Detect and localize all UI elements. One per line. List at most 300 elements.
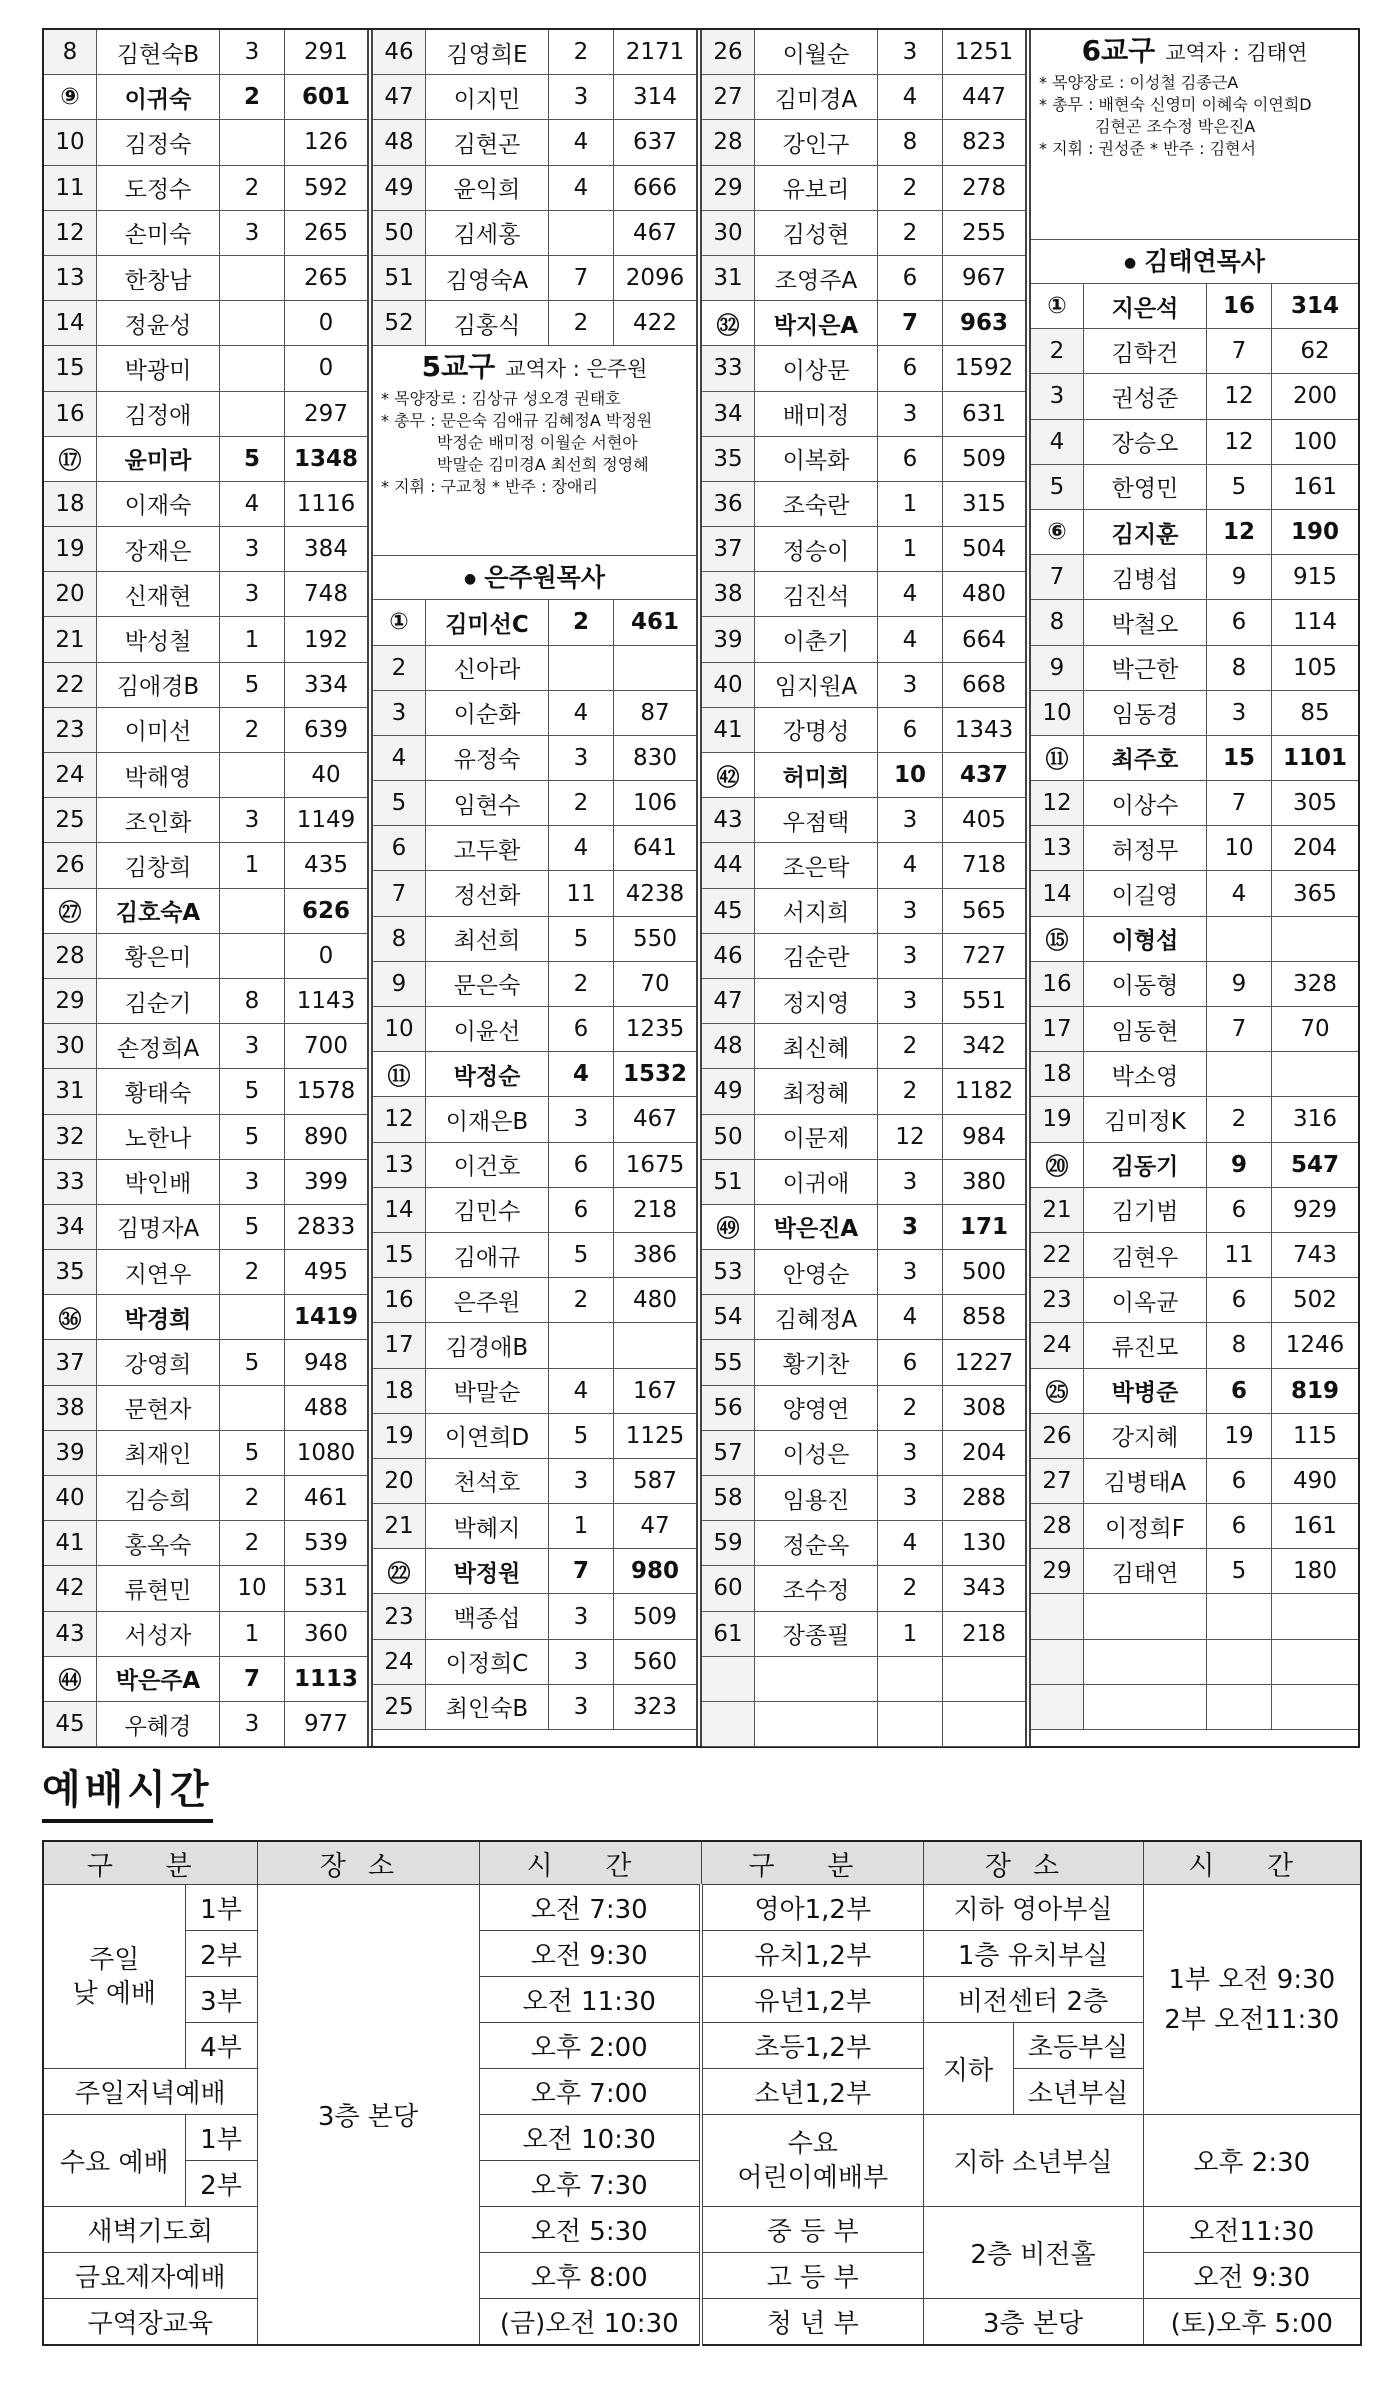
member-name <box>1084 1278 1207 1323</box>
member-score-text: 531 <box>304 1575 348 1602</box>
table-row <box>43 1885 1361 1931</box>
department-place: 비전센터 2층 <box>923 1977 1143 2023</box>
member-name-text: 황은미 <box>124 945 192 972</box>
member-name-text: 박정원 <box>453 1560 521 1587</box>
member-score <box>943 662 1026 707</box>
member-number <box>373 1278 426 1323</box>
member-score <box>285 978 368 1023</box>
member-row <box>373 735 696 780</box>
member-name <box>755 391 878 436</box>
member-row <box>44 1701 367 1746</box>
member-number <box>702 1385 755 1430</box>
member-score <box>1272 509 1359 554</box>
member-number <box>702 978 755 1023</box>
member-count <box>1207 600 1272 645</box>
member-row <box>1031 1052 1358 1097</box>
member-row <box>373 826 696 871</box>
member-count <box>878 978 943 1023</box>
member-score-text: 967 <box>962 265 1006 292</box>
member-count <box>1207 1097 1272 1142</box>
member-count-text: 2 <box>243 84 260 111</box>
member-number-text: 30 <box>55 1033 85 1060</box>
member-name-text: 박해영 <box>124 764 192 791</box>
member-number <box>373 1187 426 1232</box>
member-row <box>702 707 1025 752</box>
member-number <box>44 30 97 75</box>
member-name <box>755 481 878 526</box>
member-name <box>97 662 220 707</box>
member-score <box>614 645 697 690</box>
member-name <box>755 1701 878 1746</box>
member-row <box>702 1069 1025 1114</box>
member-count <box>549 871 614 916</box>
member-count-text: 3 <box>573 1648 589 1675</box>
member-name-text: 정윤성 <box>124 312 192 339</box>
member-score <box>285 1159 368 1204</box>
member-name-text: 조수정 <box>782 1577 850 1604</box>
member-score <box>285 1204 368 1249</box>
member-number <box>702 1521 755 1566</box>
member-row <box>44 1159 367 1204</box>
member-count <box>1207 555 1272 600</box>
member-name-text: 김동기 <box>1111 1154 1179 1181</box>
member-number <box>373 120 426 165</box>
member-number-text: 2 <box>391 654 407 681</box>
member-number-text: 33 <box>713 355 743 382</box>
member-count-text: 6 <box>573 1016 589 1043</box>
member-count <box>220 933 285 978</box>
member-score <box>614 781 697 826</box>
member-score-text: 727 <box>962 942 1006 969</box>
department-label: 소년1,2부 <box>701 2069 923 2115</box>
member-count <box>220 1430 285 1475</box>
member-number-text: 21 <box>384 1513 414 1540</box>
member-score-text: 0 <box>318 942 334 969</box>
member-number-text: 42 <box>55 1575 85 1602</box>
member-count-text: 6 <box>1230 1377 1247 1404</box>
member-number-text: 29 <box>1042 1558 1072 1585</box>
member-name <box>426 1549 549 1594</box>
member-row <box>44 75 367 120</box>
member-row <box>1031 555 1358 600</box>
member-name <box>97 1385 220 1430</box>
member-count <box>220 1656 285 1701</box>
member-score-text: 342 <box>962 1033 1006 1060</box>
member-count <box>549 1504 614 1549</box>
member-row <box>702 527 1025 572</box>
member-score <box>614 301 697 346</box>
member-number <box>373 1413 426 1458</box>
member-number <box>702 255 755 300</box>
member-name-text: 김현숙B <box>116 41 200 68</box>
member-name <box>755 436 878 481</box>
member-number <box>44 978 97 1023</box>
member-score <box>614 1549 697 1594</box>
member-count-text: 9 <box>1231 970 1247 997</box>
member-roster <box>42 28 1360 1748</box>
service-time: (금)오전 10:30 <box>479 2299 701 2346</box>
member-count <box>549 1594 614 1639</box>
department-place: 지하 영아부실 <box>923 1885 1143 1931</box>
member-row <box>1031 374 1358 419</box>
member-count-text: 4 <box>902 626 918 653</box>
member-count-text: 2 <box>902 1033 918 1060</box>
member-name <box>97 1159 220 1204</box>
member-name-text: 장승오 <box>1111 431 1179 458</box>
member-score <box>943 617 1026 662</box>
district-6-line: * 지휘 : 권성준 * 반주 : 김현서 <box>1039 139 1256 158</box>
member-score-text: 509 <box>962 445 1006 472</box>
member-number <box>44 255 97 300</box>
table-header-row <box>43 1841 1361 1885</box>
member-score-text: 1101 <box>1282 744 1347 771</box>
member-number <box>373 75 426 120</box>
member-name-text: 박정순 <box>453 1063 521 1090</box>
member-count-text: 19 <box>1224 1422 1254 1449</box>
member-score-text: 204 <box>962 1439 1006 1466</box>
member-score-text: 265 <box>304 265 348 292</box>
member-name <box>755 1611 878 1656</box>
member-score <box>285 753 368 798</box>
member-number-text: 44 <box>713 852 743 879</box>
member-count-text: 3 <box>902 39 918 66</box>
member-count <box>878 1566 943 1611</box>
member-count-text: 3 <box>244 807 260 834</box>
member-number <box>373 1504 426 1549</box>
member-row <box>702 1521 1025 1566</box>
member-number <box>44 1069 97 1114</box>
member-count <box>1207 1142 1272 1187</box>
member-count <box>1207 645 1272 690</box>
member-score-text: 587 <box>633 1467 677 1494</box>
member-number-text: 57 <box>713 1439 743 1466</box>
member-score <box>943 1656 1026 1701</box>
member-row <box>373 210 696 255</box>
member-count-text: 9 <box>1231 564 1247 591</box>
member-name <box>755 1566 878 1611</box>
member-score <box>1272 1052 1359 1097</box>
member-count <box>878 1385 943 1430</box>
member-score-text: 929 <box>1293 1196 1337 1223</box>
member-count-text: 2 <box>902 1394 918 1421</box>
member-score-text: 467 <box>633 219 677 246</box>
member-name <box>426 165 549 210</box>
member-name-text: 이재숙 <box>124 493 192 520</box>
member-score-text: 547 <box>1290 1151 1339 1178</box>
member-score <box>614 1232 697 1277</box>
member-score <box>614 1278 697 1323</box>
member-score-text: 105 <box>1293 654 1337 681</box>
member-name-text: 김애규 <box>453 1244 521 1271</box>
member-name <box>1084 555 1207 600</box>
member-number-text: 9 <box>1049 654 1065 681</box>
member-name-text: 강지혜 <box>1111 1425 1179 1452</box>
department-place: 3층 본당 <box>923 2299 1143 2346</box>
member-score-text: 161 <box>1293 473 1337 500</box>
main-sanctuary-place: 3층 본당 <box>257 1885 479 2346</box>
member-name-text: 서성자 <box>124 1623 192 1650</box>
member-score <box>943 798 1026 843</box>
member-row <box>1031 329 1358 374</box>
member-number-text: 19 <box>384 1422 414 1449</box>
member-count-text: 4 <box>902 1304 918 1331</box>
member-score <box>943 707 1026 752</box>
member-name-text: 이형섭 <box>1111 928 1179 955</box>
member-score-text: 218 <box>962 1620 1006 1647</box>
member-name-text: 김지훈 <box>1111 521 1179 548</box>
worship-schedule-table <box>42 1840 1362 2346</box>
member-name-text: 최신혜 <box>782 1035 850 1062</box>
basement-label: 지하 <box>923 2023 1013 2115</box>
member-row <box>1031 1142 1358 1187</box>
member-number-text: 4 <box>391 744 407 771</box>
member-number <box>44 346 97 391</box>
member-name-text: 이상문 <box>782 357 850 384</box>
member-row <box>373 1007 696 1052</box>
member-number <box>702 843 755 888</box>
member-number-text: 21 <box>1042 1196 1072 1223</box>
member-score-text: 1113 <box>293 1665 358 1692</box>
friday-service-label: 금요제자예배 <box>43 2253 257 2299</box>
member-count-text: 4 <box>572 1061 589 1088</box>
member-count <box>1207 1052 1272 1097</box>
member-number-text: 12 <box>1042 790 1072 817</box>
member-score <box>1272 1684 1359 1729</box>
member-count <box>220 1611 285 1656</box>
member-name <box>1084 1594 1207 1639</box>
member-score-text: 551 <box>962 988 1006 1015</box>
member-name <box>1084 374 1207 419</box>
member-name <box>97 1114 220 1159</box>
member-count-text: 2 <box>1231 1106 1247 1133</box>
leader-number-marker: ① <box>389 609 409 636</box>
member-row <box>1031 1323 1358 1368</box>
member-name-text: 정지영 <box>782 990 850 1017</box>
roster-column-2 <box>373 30 702 1746</box>
member-row <box>44 888 367 933</box>
member-count <box>220 1204 285 1249</box>
member-count <box>1207 1323 1272 1368</box>
member-number <box>1031 464 1084 509</box>
member-row <box>702 210 1025 255</box>
member-name <box>426 735 549 780</box>
member-number-text: 12 <box>55 219 85 246</box>
member-count <box>878 346 943 391</box>
member-name-text: 문현자 <box>124 1397 192 1424</box>
member-name-text: 김호숙A <box>115 900 201 927</box>
member-name <box>755 1204 878 1249</box>
department-label: 유년1,2부 <box>701 1977 923 2023</box>
member-row <box>44 978 367 1023</box>
member-count <box>549 735 614 780</box>
member-score-text: 315 <box>962 490 1006 517</box>
member-number-text: 17 <box>384 1332 414 1359</box>
member-number-text: 16 <box>1042 970 1072 997</box>
member-count <box>549 75 614 120</box>
member-number <box>373 1594 426 1639</box>
member-score <box>943 301 1026 346</box>
leader-number-marker: ㊾ <box>716 1216 740 1243</box>
member-score <box>614 1458 697 1503</box>
member-score-text: 314 <box>1290 293 1339 320</box>
member-number-text: 13 <box>384 1151 414 1178</box>
member-name <box>426 1097 549 1142</box>
member-row <box>1031 284 1358 329</box>
member-score <box>1272 1413 1359 1458</box>
member-name <box>755 1159 878 1204</box>
member-row <box>702 798 1025 843</box>
member-number <box>373 255 426 300</box>
member-score-text: 1227 <box>954 1349 1014 1376</box>
member-number-text: 15 <box>384 1242 414 1269</box>
member-score <box>943 933 1026 978</box>
part-label: 1부 <box>185 2115 257 2161</box>
member-count-text: 2 <box>244 174 260 201</box>
member-score <box>285 1656 368 1701</box>
member-score-text: 0 <box>318 355 334 382</box>
member-name-text: 황기찬 <box>782 1352 850 1379</box>
member-row <box>702 572 1025 617</box>
member-row <box>702 30 1025 75</box>
member-name-text: 유보리 <box>782 177 850 204</box>
member-name <box>426 645 549 690</box>
member-score-text: 592 <box>304 174 348 201</box>
member-count <box>1207 284 1272 329</box>
member-number <box>44 1114 97 1159</box>
member-count <box>878 30 943 75</box>
member-name <box>1084 1684 1207 1729</box>
member-count-text: 3 <box>573 1603 589 1630</box>
member-name <box>426 1278 549 1323</box>
part-label: 3부 <box>185 1977 257 2023</box>
member-score-text: 360 <box>304 1620 348 1647</box>
member-score-text: 1675 <box>625 1151 685 1178</box>
member-number <box>1031 961 1084 1006</box>
member-count-text: 1 <box>902 536 918 563</box>
member-number-text: 43 <box>55 1620 85 1647</box>
member-number <box>44 1250 97 1295</box>
member-row <box>44 1611 367 1656</box>
member-number <box>1031 1232 1084 1277</box>
member-name <box>97 255 220 300</box>
member-count <box>549 1278 614 1323</box>
member-score-text: 384 <box>304 536 348 563</box>
member-count <box>878 436 943 481</box>
member-name-text: 이건호 <box>453 1154 521 1181</box>
member-score <box>285 1566 368 1611</box>
member-score-text: 504 <box>962 536 1006 563</box>
member-count <box>878 1069 943 1114</box>
member-name <box>755 1295 878 1340</box>
member-row <box>44 1250 367 1295</box>
member-count <box>549 1639 614 1684</box>
member-score-text: 323 <box>633 1693 677 1720</box>
member-name-text: 김영숙A <box>445 267 529 294</box>
member-count <box>1207 735 1272 780</box>
member-number <box>702 1611 755 1656</box>
department-label: 초등1,2부 <box>701 2023 923 2069</box>
member-row <box>702 1204 1025 1249</box>
district-6-teacher: 교역자 : 김태연 <box>1165 41 1308 65</box>
member-score <box>943 120 1026 165</box>
leader-number-marker: ㊷ <box>716 764 740 791</box>
member-name <box>426 1504 549 1549</box>
member-count-text: 7 <box>1231 338 1247 365</box>
member-score <box>285 1385 368 1430</box>
member-number <box>373 1323 426 1368</box>
member-name-text: 임동현 <box>1111 1018 1179 1045</box>
member-score <box>1272 735 1359 780</box>
member-number <box>373 1097 426 1142</box>
district-5-line: 박정순 배미정 이월순 서현아 <box>437 433 638 453</box>
member-row <box>373 30 696 75</box>
member-number-text: 5 <box>391 790 407 817</box>
member-row <box>702 1476 1025 1521</box>
member-number-text: 31 <box>713 265 743 292</box>
member-count <box>1207 916 1272 961</box>
member-name <box>426 961 549 1006</box>
member-number-text: 39 <box>55 1439 85 1466</box>
district-5-line: * 목양장로 : 김상규 성오경 권태호 <box>381 389 621 409</box>
member-score <box>943 572 1026 617</box>
member-score-text: 560 <box>633 1648 677 1675</box>
member-number-text: 33 <box>55 1168 85 1195</box>
member-score-text: 365 <box>1293 880 1337 907</box>
member-name-text: 박인배 <box>124 1171 192 1198</box>
member-score-text: 316 <box>1293 1106 1337 1133</box>
member-score <box>1272 1594 1359 1639</box>
member-count-text: 3 <box>902 671 918 698</box>
member-score <box>285 1611 368 1656</box>
member-score-text: 984 <box>962 1123 1006 1150</box>
member-count <box>220 1250 285 1295</box>
member-number <box>1031 1504 1084 1549</box>
member-row <box>44 1295 367 1340</box>
member-name <box>97 888 220 933</box>
member-number <box>702 527 755 572</box>
member-name-text: 이귀숙 <box>124 86 192 113</box>
member-score <box>1272 1639 1359 1684</box>
member-score-text: 2833 <box>296 1213 356 1240</box>
member-row <box>44 30 367 75</box>
header-place: 장소 <box>923 1841 1143 1885</box>
member-count-text: 6 <box>573 1196 589 1223</box>
member-score <box>285 1024 368 1069</box>
member-count-text: 9 <box>1230 1151 1247 1178</box>
member-row <box>373 255 696 300</box>
member-count <box>549 781 614 826</box>
member-count <box>220 1069 285 1114</box>
member-number <box>1031 419 1084 464</box>
member-number-text: 52 <box>384 310 414 337</box>
member-score-text: 87 <box>640 699 670 726</box>
member-count-text: 1 <box>244 852 260 879</box>
member-name-text: 박근한 <box>1111 657 1179 684</box>
member-name <box>426 1368 549 1413</box>
member-score-text: 819 <box>1290 1377 1339 1404</box>
member-row <box>373 1413 696 1458</box>
member-name-text: 이월순 <box>782 41 850 68</box>
member-score <box>1272 1097 1359 1142</box>
member-count <box>549 1684 614 1729</box>
member-number <box>44 1611 97 1656</box>
district-6-line: * 목양장로 : 이성철 김종근A <box>1039 73 1239 92</box>
member-score-text: 495 <box>304 1259 348 1286</box>
member-score <box>943 165 1026 210</box>
member-name-text: 최재인 <box>124 1442 192 1469</box>
member-count <box>220 1114 285 1159</box>
member-name <box>755 617 878 662</box>
